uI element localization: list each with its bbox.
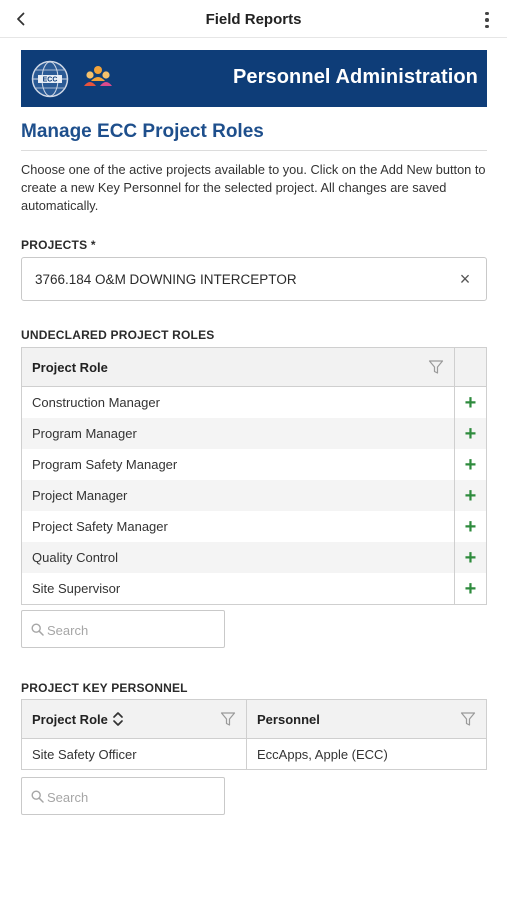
add-cell xyxy=(454,418,486,449)
plus-icon[interactable]: + xyxy=(464,422,477,445)
banner-title: Personnel Administration xyxy=(232,66,478,88)
role-cell xyxy=(22,449,454,480)
role-name: Quality Control xyxy=(32,550,118,565)
filter-icon[interactable] xyxy=(428,359,444,375)
add-cell xyxy=(454,387,486,418)
kebab-menu-icon[interactable] xyxy=(477,8,497,32)
personnel-search-input[interactable] xyxy=(47,786,217,808)
role-cell xyxy=(22,542,454,573)
plus-icon[interactable]: + xyxy=(464,484,477,507)
add-cell xyxy=(454,449,486,480)
column-header-personnel[interactable] xyxy=(247,700,486,738)
role-cell xyxy=(22,480,454,511)
table-row[interactable] xyxy=(22,480,486,511)
role-name: Site Supervisor xyxy=(32,581,121,596)
role-cell xyxy=(22,418,454,449)
role-cell xyxy=(22,387,454,418)
role-name: Construction Manager xyxy=(32,395,160,410)
role-name: Program Safety Manager xyxy=(32,457,178,472)
column-header-project-role[interactable] xyxy=(22,700,247,738)
project-select[interactable] xyxy=(21,257,487,301)
title-divider xyxy=(21,150,487,151)
grid-header xyxy=(22,700,486,739)
key-personnel-label: PROJECT KEY PERSONNEL xyxy=(21,681,188,695)
table-row[interactable] xyxy=(22,573,486,604)
plus-icon[interactable]: + xyxy=(464,453,477,476)
personnel-name: EccApps, Apple (ECC) xyxy=(257,746,388,762)
plus-icon[interactable]: + xyxy=(464,577,477,600)
search-icon xyxy=(31,623,44,636)
role-name: Program Manager xyxy=(32,426,137,441)
filter-icon[interactable] xyxy=(220,711,236,727)
projects-label: PROJECTS * xyxy=(21,238,96,252)
key-personnel-grid xyxy=(21,699,487,770)
filter-icon[interactable] xyxy=(460,711,476,727)
undeclared-rows xyxy=(22,387,486,604)
role-name: Project Manager xyxy=(32,488,128,503)
page-title: Manage ECC Project Roles xyxy=(21,121,264,142)
add-column-header xyxy=(454,348,486,386)
plus-icon[interactable]: + xyxy=(464,546,477,569)
search-icon xyxy=(31,790,44,803)
add-cell xyxy=(454,480,486,511)
globe-logo-icon xyxy=(31,60,69,98)
table-row[interactable] xyxy=(22,449,486,480)
table-row[interactable] xyxy=(22,418,486,449)
table-row[interactable] xyxy=(22,739,486,769)
intro-text: Choose one of the active projects available to you. Click on the Add New button to create a new Key Personnel for the selected project. All changes are saved automatically. xyxy=(21,162,486,213)
sort-icon[interactable] xyxy=(112,711,124,727)
project-select-value: 3766.184 O&M DOWNING INTERCEPTOR xyxy=(35,272,297,287)
personnel-rows xyxy=(22,739,486,769)
personnel-search-box[interactable] xyxy=(21,777,225,815)
app-title: Field Reports xyxy=(205,11,302,28)
personnel-cell xyxy=(247,739,486,769)
add-cell xyxy=(454,573,486,604)
role-name: Project Safety Manager xyxy=(32,519,168,534)
close-icon[interactable]: × xyxy=(459,268,471,289)
personnel-banner xyxy=(21,50,487,107)
logo-text: ECC xyxy=(42,76,58,84)
column-header-label: Project Role xyxy=(32,359,108,375)
grid-header xyxy=(22,348,486,387)
column-header-project-role[interactable] xyxy=(22,348,454,386)
undeclared-roles-grid xyxy=(21,347,487,605)
undeclared-search-box[interactable] xyxy=(21,610,225,648)
role-name: Site Safety Officer xyxy=(32,746,137,762)
undeclared-search-input[interactable] xyxy=(47,619,217,641)
add-cell xyxy=(454,511,486,542)
plus-icon[interactable]: + xyxy=(464,391,477,414)
role-cell xyxy=(22,739,247,769)
role-cell xyxy=(22,573,454,604)
add-cell xyxy=(454,542,486,573)
role-cell xyxy=(22,511,454,542)
column-header-label: Personnel xyxy=(257,711,320,727)
plus-icon[interactable]: + xyxy=(464,515,477,538)
table-row[interactable] xyxy=(22,511,486,542)
column-header-label: Project Role xyxy=(32,711,108,727)
table-row[interactable] xyxy=(22,387,486,418)
top-bar xyxy=(0,0,507,38)
table-row[interactable] xyxy=(22,542,486,573)
people-icon xyxy=(83,64,113,90)
undeclared-roles-label: UNDECLARED PROJECT ROLES xyxy=(21,328,215,342)
